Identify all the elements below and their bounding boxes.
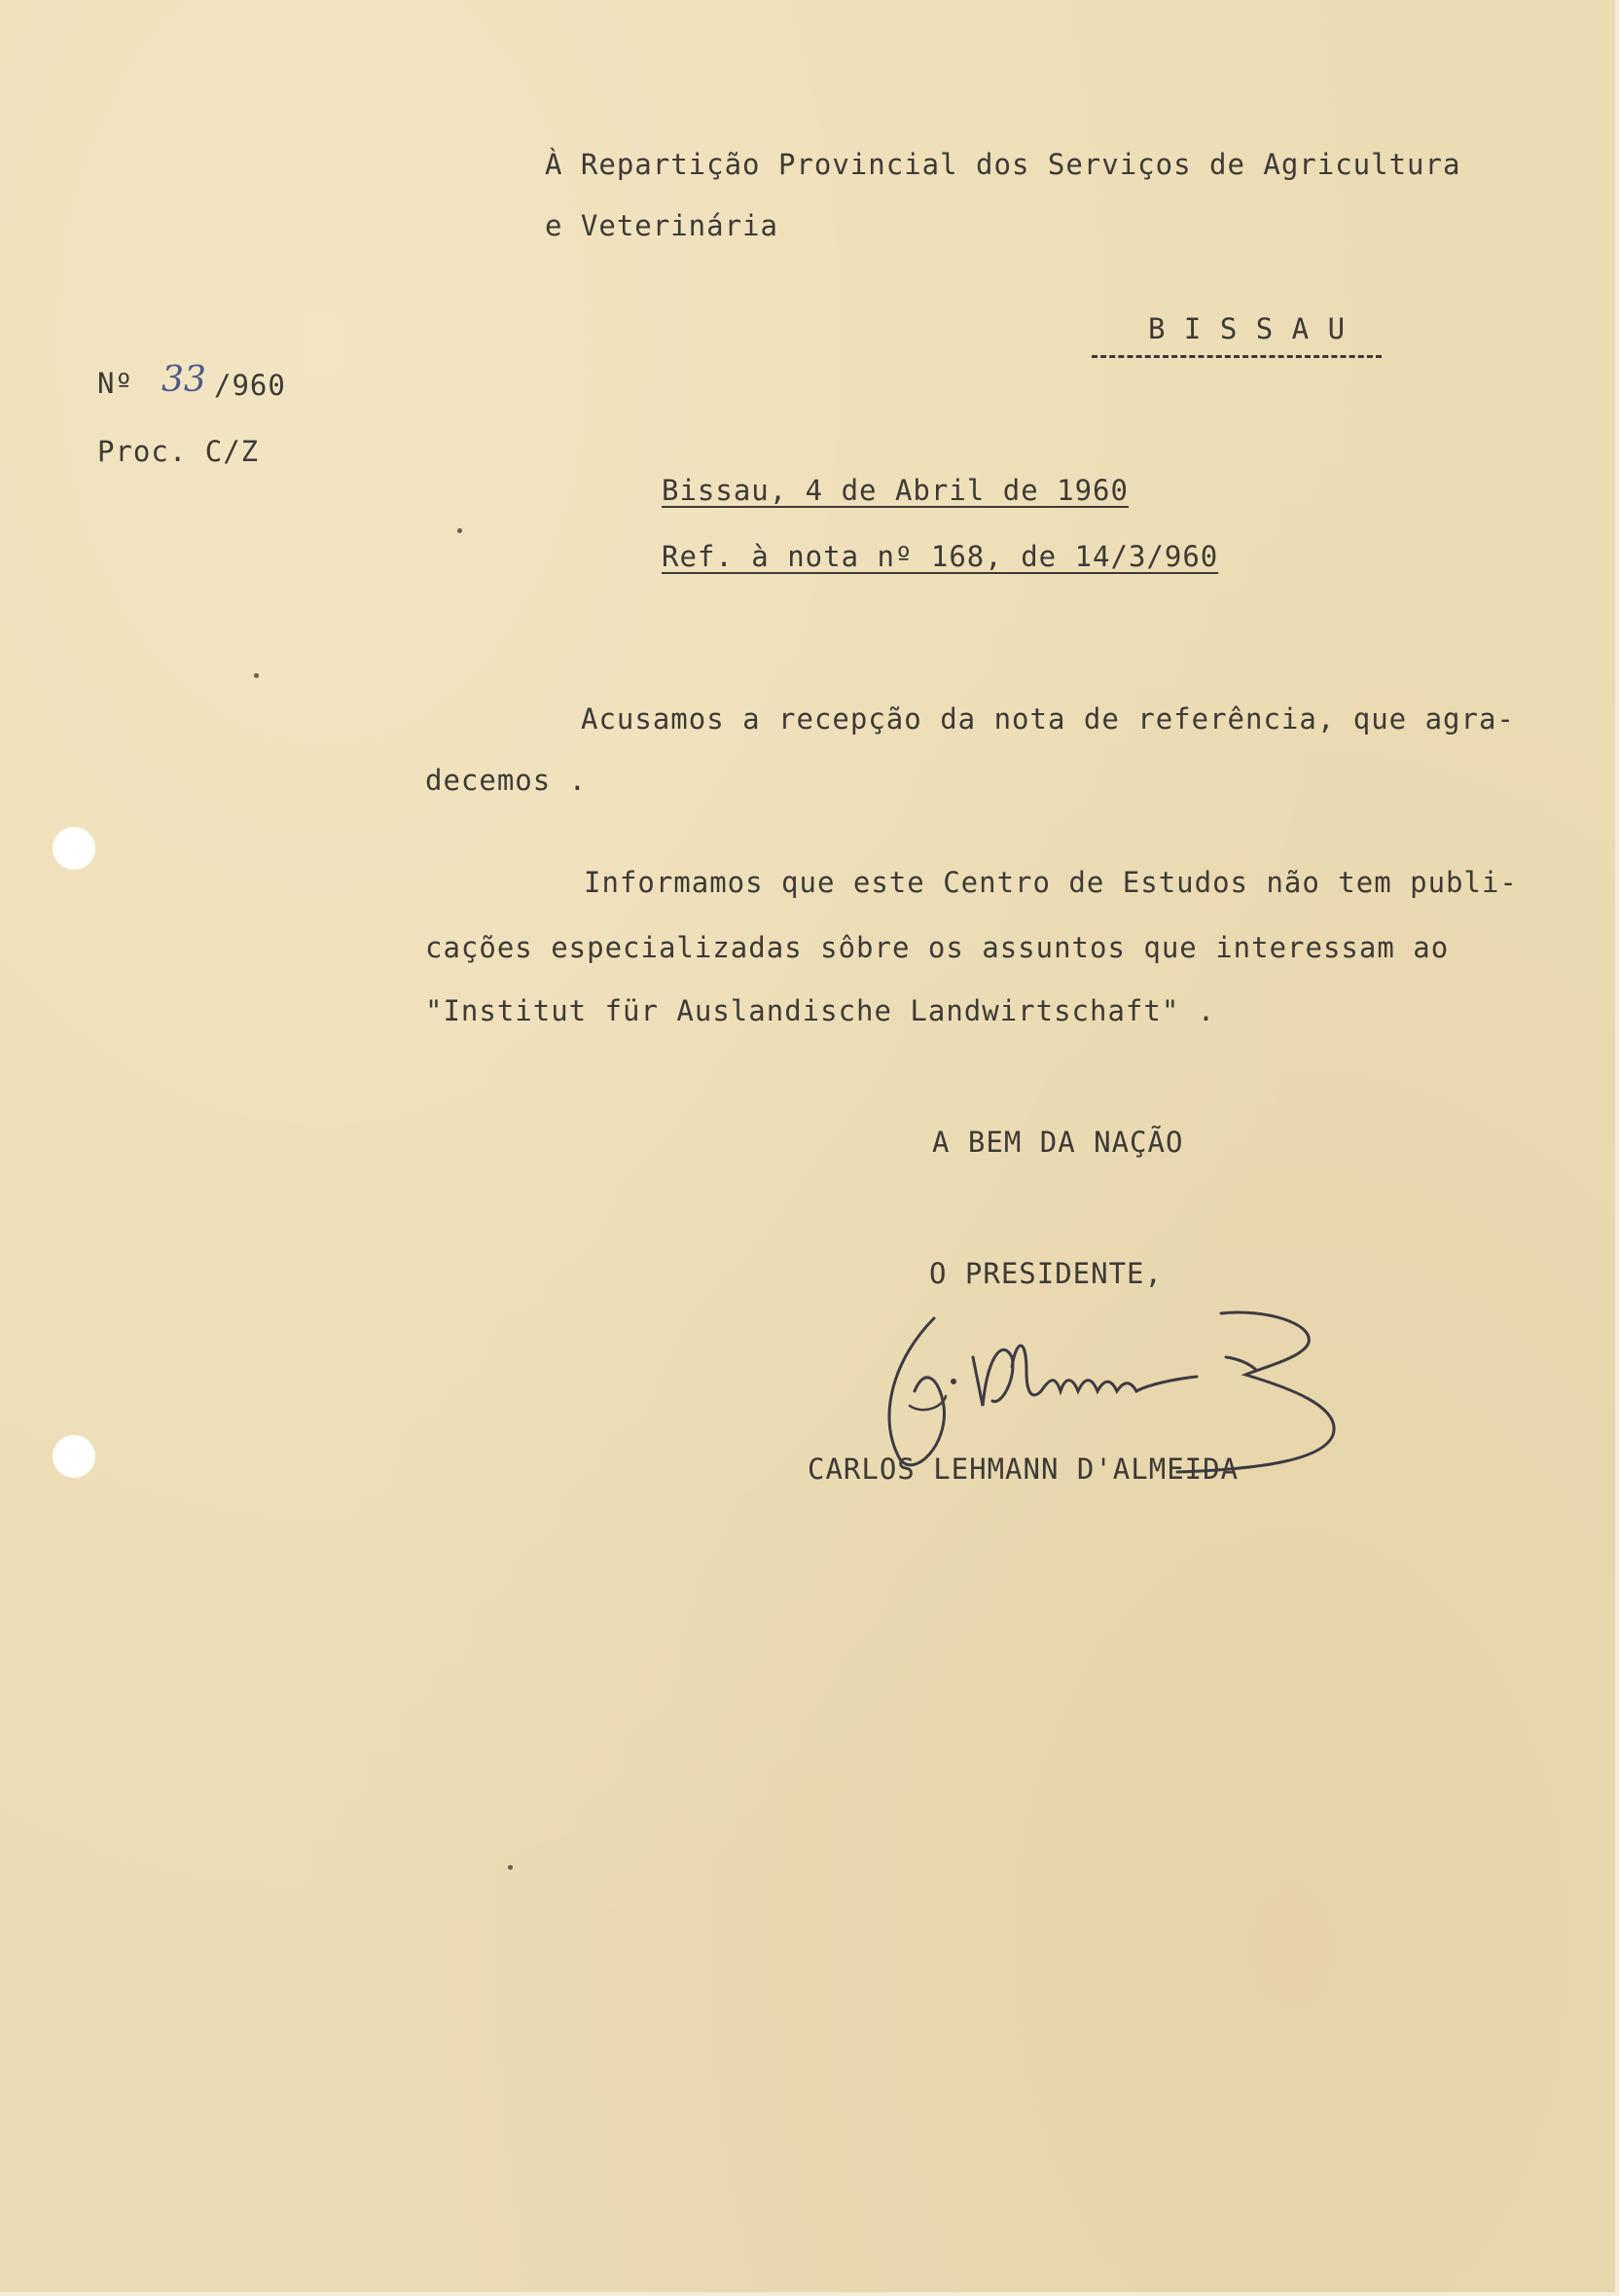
addressee-line-2: e Veterinária	[545, 209, 778, 242]
body-paragraph-2-line-3: "Institut für Auslandische Landwirtschaft" .	[425, 994, 1216, 1027]
body-paragraph-1-line-2: decemos .	[425, 764, 588, 797]
signatory-name: CARLOS LEHMANN D'ALMEIDA	[808, 1453, 1240, 1486]
addressee-line-1: À Repartição Provincial dos Serviços de Agricultura	[545, 148, 1461, 181]
body-paragraph-1-line-1: Acusamos a recepção da nota de referência, que agra-	[581, 702, 1515, 735]
signatory-title: O PRESIDENTE,	[929, 1257, 1163, 1290]
reference-number-prefix: Nº	[97, 367, 133, 400]
paper-speck	[254, 673, 259, 678]
process-code: Proc. C/Z	[97, 435, 260, 468]
body-paragraph-2-line-2: cações especializadas sôbre os assuntos que interessam ao	[425, 931, 1450, 964]
date-line: Bissau, 4 de Abril de 1960	[662, 474, 1129, 507]
punch-hole-bottom	[53, 1435, 95, 1478]
addressee-city: B I S S A U	[1148, 312, 1347, 345]
paper-speck	[508, 1865, 513, 1870]
punch-hole-top	[53, 827, 95, 870]
reference-number-handwritten: 33	[162, 360, 206, 400]
paper-speck	[457, 528, 462, 533]
reference-number-suffix: /960	[214, 369, 286, 402]
closing-salutation: A BEM DA NAÇÃO	[932, 1126, 1184, 1159]
reference-note-line: Ref. à nota nº 168, de 14/3/960	[662, 540, 1219, 573]
city-underline	[1092, 355, 1382, 358]
body-paragraph-2-line-1: Informamos que este Centro de Estudos não tem publi-	[584, 866, 1518, 899]
